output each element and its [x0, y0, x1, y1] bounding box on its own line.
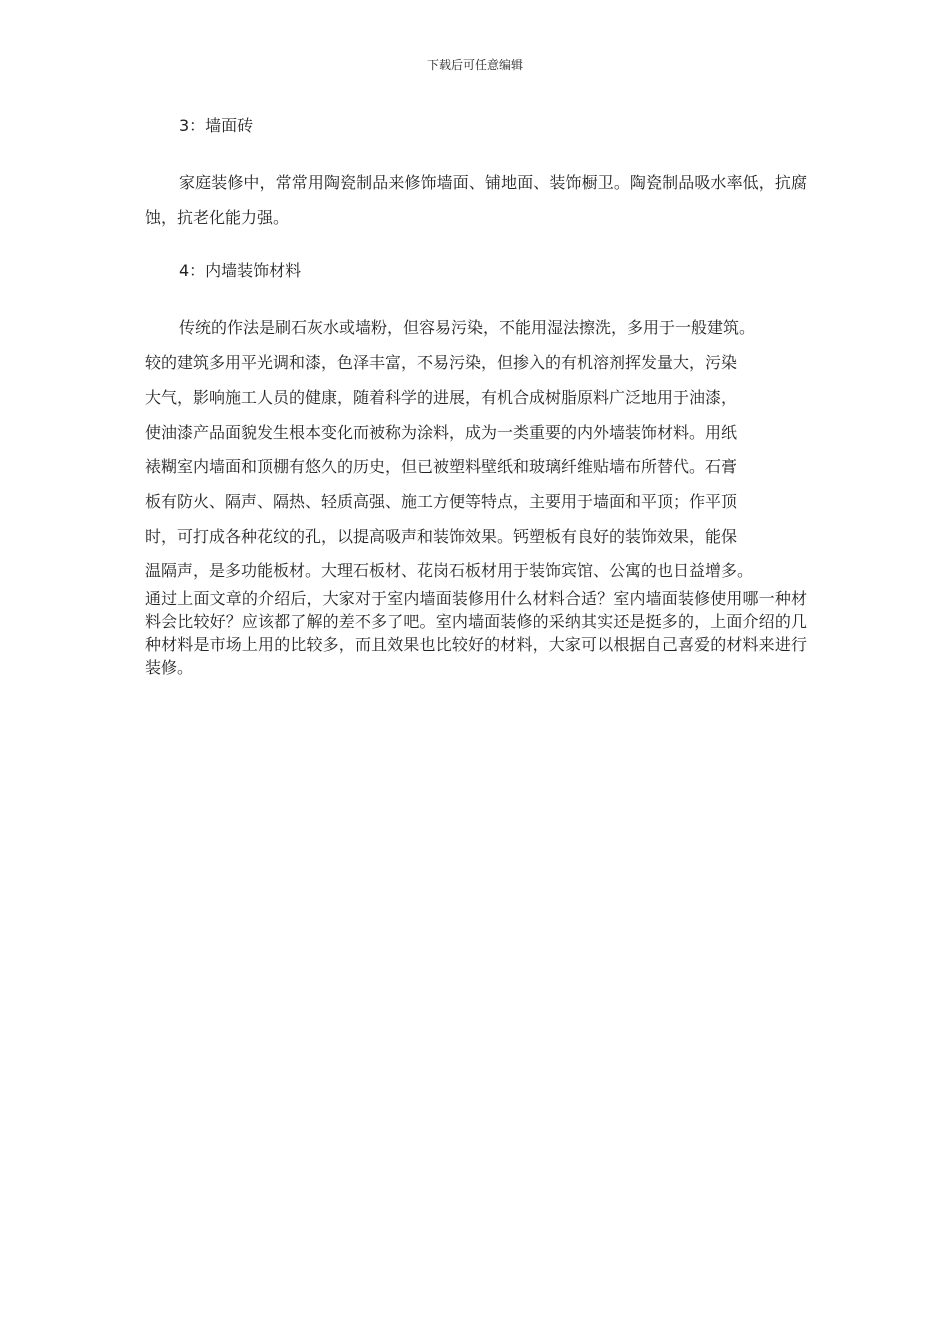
section-4-line: 板有防火、隔声、隔热、轻质高强、施工方便等特点，主要用于墙面和平顶；作平顶: [145, 491, 738, 511]
section-4-line: 较的建筑多用平光调和漆，色泽丰富，不易污染，但掺入的有机溶剂挥发量大，污染: [145, 353, 738, 373]
section-4-line: 传统的作法是刷石灰水或墙粉，但容易污染，不能用湿法擦洗，多用于一般建筑。: [179, 318, 756, 338]
section-4-line: 时，可打成各种花纹的孔，以提高吸声和装饰效果。钙塑板有良好的装饰效果，能保: [145, 526, 738, 546]
section-4-paragraph: [145, 311, 807, 589]
document-body: [145, 112, 807, 679]
section-4-line: 裱糊室内墙面和顶棚有悠久的历史，但已被塑料壁纸和玻璃纤维贴墙布所替代。石膏: [145, 457, 738, 477]
section-4-heading: 4：内墙装饰材料: [179, 261, 302, 281]
section-4-line: 温隔声，是多功能板材。大理石板材、花岗石板材用于装饰宾馆、公寓的也日益增多。: [145, 561, 754, 581]
conclusion-paragraph: 通过上面文章的介绍后，大家对于室内墙面装修用什么材料合适？室内墙面装修使用哪一种材料会比较好？应该都了解的差不多了吧。室内墙面装修的采纳其实还是挺多的，上面介绍的几种材料是市场上用的比较多，而且效果也比较好的材料，大家可以根据自己喜爱的材料来进行装修。: [145, 589, 807, 678]
page-header: 下载后可任意编辑: [426, 58, 523, 72]
section-4-line: 大气，影响施工人员的健康，随着科学的进展，有机合成树脂原料广泛地用于油漆，: [145, 387, 738, 407]
section-3-paragraph: 家庭装修中，常常用陶瓷制品来修饰墙面、铺地面、装饰橱卫。陶瓷制品吸水率低，抗腐蚀，抗老化能力强。: [145, 173, 807, 227]
section-3-heading: 3：墙面砖: [179, 116, 254, 135]
section-4-line: 使油漆产品面貌发生根本变化而被称为涂料，成为一类重要的内外墙装饰材料。用纸: [145, 422, 738, 442]
